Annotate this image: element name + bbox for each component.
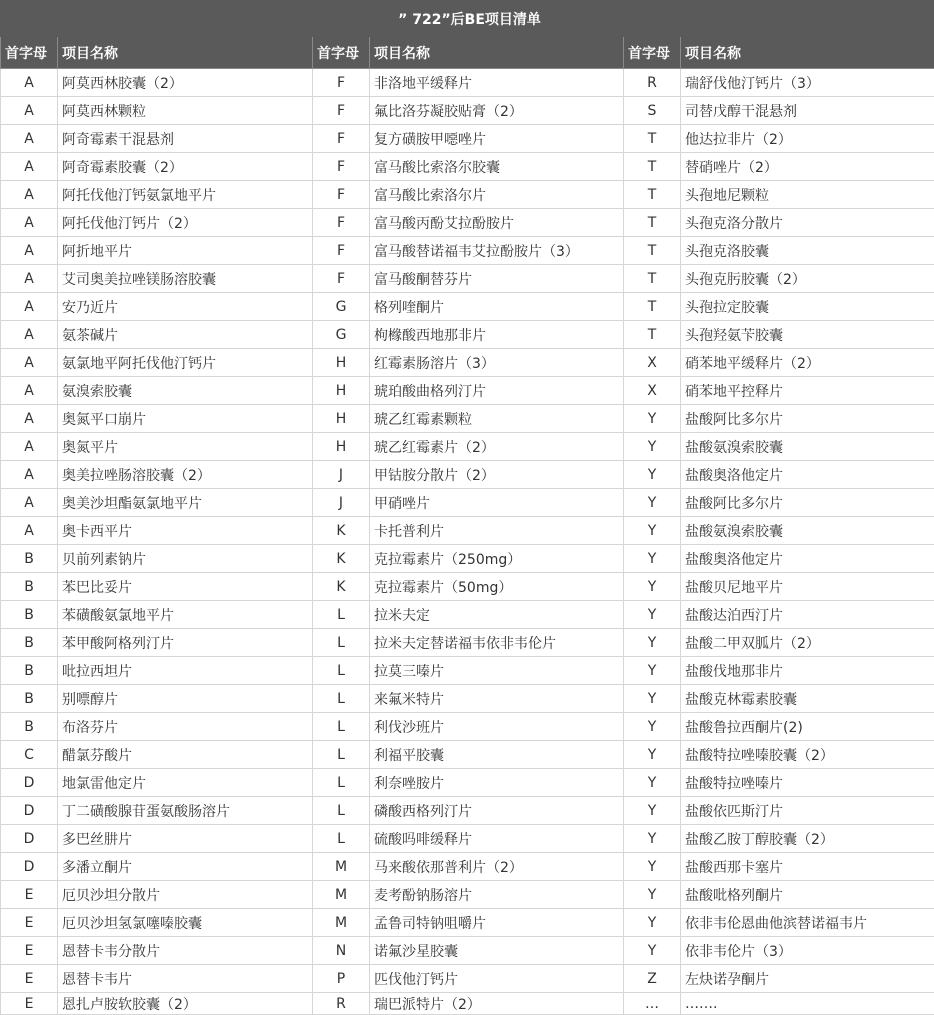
project-name-cell: 头孢克洛分散片 [681,209,934,237]
initial-letter-cell: … [624,993,681,1015]
initial-letter-cell: H [313,349,370,377]
initial-letter-cell: F [313,237,370,265]
initial-letter-cell: Y [624,601,681,629]
project-name-cell: 磷酸西格列汀片 [370,797,624,825]
initial-letter-cell: L [313,629,370,657]
project-name-cell: 富马酸比索洛尔胶囊 [370,153,624,181]
project-name-cell: 艾司奥美拉唑镁肠溶胶囊 [58,265,313,293]
initial-letter-cell: F [313,209,370,237]
initial-letter-cell: B [1,573,58,601]
initial-letter-cell: A [1,377,58,405]
initial-letter-cell: Y [624,461,681,489]
initial-letter-cell: R [624,69,681,97]
project-name-cell: 非洛地平缓释片 [370,69,624,97]
project-name-cell: 富马酸比索洛尔片 [370,181,624,209]
project-name-cell: 盐酸克林霉素胶囊 [681,685,934,713]
project-name-cell: 富马酸替诺福韦艾拉酚胺片（3） [370,237,624,265]
project-name-cell: 地氯雷他定片 [58,769,313,797]
initial-letter-cell: M [313,853,370,881]
initial-letter-cell: T [624,209,681,237]
initial-letter-cell: F [313,69,370,97]
project-name-cell: 阿莫西林胶囊（2） [58,69,313,97]
project-name-cell: 诺氟沙星胶囊 [370,937,624,965]
initial-letter-cell: H [313,433,370,461]
project-name-cell: 瑞舒伐他汀钙片（3） [681,69,934,97]
initial-letter-cell: X [624,377,681,405]
initial-letter-cell: Y [624,909,681,937]
project-name-cell: 司替戊醇干混悬剂 [681,97,934,125]
project-name-cell: 匹伐他汀钙片 [370,965,624,993]
project-name-cell: 布洛芬片 [58,713,313,741]
initial-letter-cell: K [313,545,370,573]
header-letter: 首字母 [1,37,58,69]
project-name-cell: 奥美沙坦酯氨氯地平片 [58,489,313,517]
project-name-cell: 苯巴比妥片 [58,573,313,601]
initial-letter-cell: L [313,741,370,769]
project-name-cell: 安乃近片 [58,293,313,321]
table-row [1,237,934,265]
initial-letter-cell: T [624,321,681,349]
project-name-cell: 利伐沙班片 [370,713,624,741]
table-row [1,797,934,825]
project-name-cell: 甲硝唑片 [370,489,624,517]
project-name-cell: 醋氯芬酸片 [58,741,313,769]
project-name-cell: 奥卡西平片 [58,517,313,545]
initial-letter-cell: F [313,265,370,293]
initial-letter-cell: A [1,181,58,209]
project-name-cell: 头孢地尼颗粒 [681,181,934,209]
project-name-cell: 硫酸吗啡缓释片 [370,825,624,853]
table-row [1,937,934,965]
initial-letter-cell: A [1,293,58,321]
initial-letter-cell: A [1,461,58,489]
project-name-cell: 阿折地平片 [58,237,313,265]
project-name-cell: 阿奇霉素胶囊（2） [58,153,313,181]
project-name-cell: 盐酸奥洛他定片 [681,461,934,489]
initial-letter-cell: D [1,825,58,853]
initial-letter-cell: L [313,797,370,825]
table-row [1,545,934,573]
table-row [1,97,934,125]
initial-letter-cell: Y [624,797,681,825]
initial-letter-cell: T [624,125,681,153]
project-name-cell: 瑞巴派特片（2） [370,993,624,1015]
project-name-cell: 氨氯地平阿托伐他汀钙片 [58,349,313,377]
initial-letter-cell: T [624,265,681,293]
header-name: 项目名称 [58,37,313,69]
project-name-cell: 盐酸氨溴索胶囊 [681,517,934,545]
table-body [1,69,934,1015]
initial-letter-cell: T [624,181,681,209]
table-row [1,825,934,853]
project-name-cell: 琥珀酸曲格列汀片 [370,377,624,405]
table-row [1,685,934,713]
initial-letter-cell: F [313,97,370,125]
initial-letter-cell: P [313,965,370,993]
project-name-cell: 盐酸达泊西汀片 [681,601,934,629]
project-name-cell: 恩替卡韦片 [58,965,313,993]
initial-letter-cell: Y [624,685,681,713]
initial-letter-cell: L [313,825,370,853]
project-name-cell: 依非韦伦片（3） [681,937,934,965]
project-name-cell: 苯磺酸氨氯地平片 [58,601,313,629]
project-name-cell: 丁二磺酸腺苷蛋氨酸肠溶片 [58,797,313,825]
table-row [1,881,934,909]
initial-letter-cell: G [313,293,370,321]
initial-letter-cell: N [313,937,370,965]
project-name-cell: 琥乙红霉素片（2） [370,433,624,461]
project-name-cell: 多潘立酮片 [58,853,313,881]
initial-letter-cell: Y [624,433,681,461]
initial-letter-cell: A [1,349,58,377]
initial-letter-cell: A [1,209,58,237]
initial-letter-cell: L [313,685,370,713]
header-name: 项目名称 [681,37,934,69]
initial-letter-cell: L [313,601,370,629]
project-name-cell: 盐酸特拉唑嗪片 [681,769,934,797]
table-row [1,489,934,517]
initial-letter-cell: X [624,349,681,377]
project-name-cell: 硝苯地平控释片 [681,377,934,405]
project-name-cell: 阿莫西林颗粒 [58,97,313,125]
table-row [1,657,934,685]
project-name-cell: 贝前列素钠片 [58,545,313,573]
project-name-cell: 盐酸乙胺丁醇胶囊（2） [681,825,934,853]
project-name-cell: 厄贝沙坦分散片 [58,881,313,909]
initial-letter-cell: B [1,545,58,573]
project-name-cell: 富马酸酮替芬片 [370,265,624,293]
initial-letter-cell: B [1,713,58,741]
initial-letter-cell: B [1,685,58,713]
table-row [1,601,934,629]
project-name-cell: 盐酸伐地那非片 [681,657,934,685]
project-name-cell: 复方磺胺甲噁唑片 [370,125,624,153]
initial-letter-cell: F [313,153,370,181]
project-name-cell: 利福平胶囊 [370,741,624,769]
initial-letter-cell: K [313,517,370,545]
initial-letter-cell: E [1,993,58,1015]
initial-letter-cell: M [313,909,370,937]
project-name-cell: 依非韦伦恩曲他滨替诺福韦片 [681,909,934,937]
table-row [1,433,934,461]
project-name-cell: 头孢克洛胶囊 [681,237,934,265]
project-name-cell: 盐酸贝尼地平片 [681,573,934,601]
project-name-cell: 孟鲁司特钠咀嚼片 [370,909,624,937]
initial-letter-cell: A [1,125,58,153]
initial-letter-cell: A [1,265,58,293]
initial-letter-cell: K [313,573,370,601]
initial-letter-cell: T [624,153,681,181]
project-name-cell: 甲钴胺分散片（2） [370,461,624,489]
project-name-cell: 马来酸依那普利片（2） [370,853,624,881]
initial-letter-cell: B [1,657,58,685]
table-row [1,993,934,1015]
initial-letter-cell: Y [624,713,681,741]
project-name-cell: 别嘌醇片 [58,685,313,713]
project-name-cell: 盐酸奥洛他定片 [681,545,934,573]
project-name-cell: 头孢拉定胶囊 [681,293,934,321]
project-name-cell: 盐酸鲁拉西酮片(2) [681,713,934,741]
initial-letter-cell: J [313,489,370,517]
project-name-cell: 替硝唑片（2） [681,153,934,181]
project-name-cell: 氟比洛芬凝胶贴膏（2） [370,97,624,125]
project-name-cell: 麦考酚钠肠溶片 [370,881,624,909]
project-name-cell: 盐酸西那卡塞片 [681,853,934,881]
table-row [1,125,934,153]
project-name-cell: 琥乙红霉素颗粒 [370,405,624,433]
project-name-cell: 头孢羟氨苄胶囊 [681,321,934,349]
initial-letter-cell: A [1,489,58,517]
initial-letter-cell: Y [624,573,681,601]
initial-letter-cell: D [1,797,58,825]
initial-letter-cell: C [1,741,58,769]
header-name: 项目名称 [370,37,624,69]
project-name-cell: 硝苯地平缓释片（2） [681,349,934,377]
table-row [1,293,934,321]
project-name-cell: 格列喹酮片 [370,293,624,321]
initial-letter-cell: A [1,517,58,545]
initial-letter-cell: E [1,937,58,965]
table-row [1,965,934,993]
project-name-cell: 阿奇霉素干混悬剂 [58,125,313,153]
initial-letter-cell: L [313,657,370,685]
initial-letter-cell: A [1,97,58,125]
initial-letter-cell: Y [624,517,681,545]
project-name-cell: 阿托伐他汀钙片（2） [58,209,313,237]
project-name-cell: 拉米夫定替诺福韦依非韦伦片 [370,629,624,657]
project-name-cell: 阿托伐他汀钙氨氯地平片 [58,181,313,209]
table-row [1,405,934,433]
initial-letter-cell: Y [624,629,681,657]
initial-letter-cell: A [1,405,58,433]
table-row [1,741,934,769]
initial-letter-cell: Y [624,825,681,853]
header-row [1,37,934,69]
project-name-cell: 拉米夫定 [370,601,624,629]
initial-letter-cell: H [313,405,370,433]
table-row [1,349,934,377]
project-name-cell: 克拉霉素片（50mg） [370,573,624,601]
project-name-cell: 氨茶碱片 [58,321,313,349]
initial-letter-cell: M [313,881,370,909]
project-name-cell: 来氟米特片 [370,685,624,713]
project-name-cell: ……. [681,993,934,1015]
project-name-cell: 他达拉非片（2） [681,125,934,153]
initial-letter-cell: J [313,461,370,489]
project-name-cell: 盐酸氨溴索胶囊 [681,433,934,461]
initial-letter-cell: F [313,125,370,153]
initial-letter-cell: E [1,881,58,909]
project-name-cell: 枸橼酸西地那非片 [370,321,624,349]
initial-letter-cell: L [313,713,370,741]
project-name-cell: 氨溴索胶囊 [58,377,313,405]
initial-letter-cell: Z [624,965,681,993]
project-name-cell: 多巴丝肼片 [58,825,313,853]
project-name-cell: 盐酸二甲双胍片（2） [681,629,934,657]
table-row [1,713,934,741]
project-name-cell: 恩替卡韦分散片 [58,937,313,965]
table-row [1,573,934,601]
project-name-cell: 恩扎卢胺软胶囊（2） [58,993,313,1015]
header-letter: 首字母 [313,37,370,69]
initial-letter-cell: A [1,237,58,265]
table-row [1,853,934,881]
project-name-cell: 头孢克肟胶囊（2） [681,265,934,293]
initial-letter-cell: B [1,629,58,657]
initial-letter-cell: A [1,433,58,461]
initial-letter-cell: S [624,97,681,125]
table-row [1,69,934,97]
initial-letter-cell: H [313,377,370,405]
initial-letter-cell: T [624,237,681,265]
initial-letter-cell: L [313,769,370,797]
initial-letter-cell: Y [624,657,681,685]
table-row [1,461,934,489]
header-letter: 首字母 [624,37,681,69]
table-row [1,769,934,797]
project-name-cell: 盐酸依匹斯汀片 [681,797,934,825]
project-name-cell: 卡托普利片 [370,517,624,545]
project-name-cell: 奥氮平口崩片 [58,405,313,433]
initial-letter-cell: A [1,69,58,97]
table-row [1,265,934,293]
initial-letter-cell: Y [624,405,681,433]
initial-letter-cell: A [1,321,58,349]
project-name-cell: 盐酸阿比多尔片 [681,489,934,517]
table-row [1,909,934,937]
project-name-cell: 吡拉西坦片 [58,657,313,685]
table-row [1,517,934,545]
project-name-cell: 盐酸特拉唑嗪胶囊（2） [681,741,934,769]
initial-letter-cell: Y [624,489,681,517]
project-name-cell: 厄贝沙坦氢氯噻嗪胶囊 [58,909,313,937]
table-title-row [1,1,934,37]
project-name-cell: 左炔诺孕酮片 [681,965,934,993]
project-name-cell: 红霉素肠溶片（3） [370,349,624,377]
project-name-cell: 拉莫三嗪片 [370,657,624,685]
initial-letter-cell: B [1,601,58,629]
initial-letter-cell: Y [624,769,681,797]
project-name-cell: 克拉霉素片（250mg） [370,545,624,573]
initial-letter-cell: D [1,853,58,881]
table-row [1,629,934,657]
project-name-cell: 苯甲酸阿格列汀片 [58,629,313,657]
initial-letter-cell: R [313,993,370,1015]
project-name-cell: 奥氮平片 [58,433,313,461]
initial-letter-cell: G [313,321,370,349]
table-row [1,377,934,405]
project-name-cell: 富马酸丙酚艾拉酚胺片 [370,209,624,237]
initial-letter-cell: E [1,909,58,937]
initial-letter-cell: Y [624,881,681,909]
initial-letter-cell: Y [624,741,681,769]
initial-letter-cell: A [1,153,58,181]
table-row [1,209,934,237]
initial-letter-cell: D [1,769,58,797]
initial-letter-cell: Y [624,545,681,573]
initial-letter-cell: F [313,181,370,209]
table-title: ” 722”后BE项目清单 [1,1,934,37]
project-name-cell: 盐酸阿比多尔片 [681,405,934,433]
initial-letter-cell: Y [624,853,681,881]
table-row [1,153,934,181]
table-row [1,321,934,349]
project-name-cell: 盐酸吡格列酮片 [681,881,934,909]
initial-letter-cell: Y [624,937,681,965]
table-row [1,181,934,209]
project-name-cell: 奥美拉唑肠溶胶囊（2） [58,461,313,489]
initial-letter-cell: E [1,965,58,993]
project-name-cell: 利奈唑胺片 [370,769,624,797]
initial-letter-cell: T [624,293,681,321]
